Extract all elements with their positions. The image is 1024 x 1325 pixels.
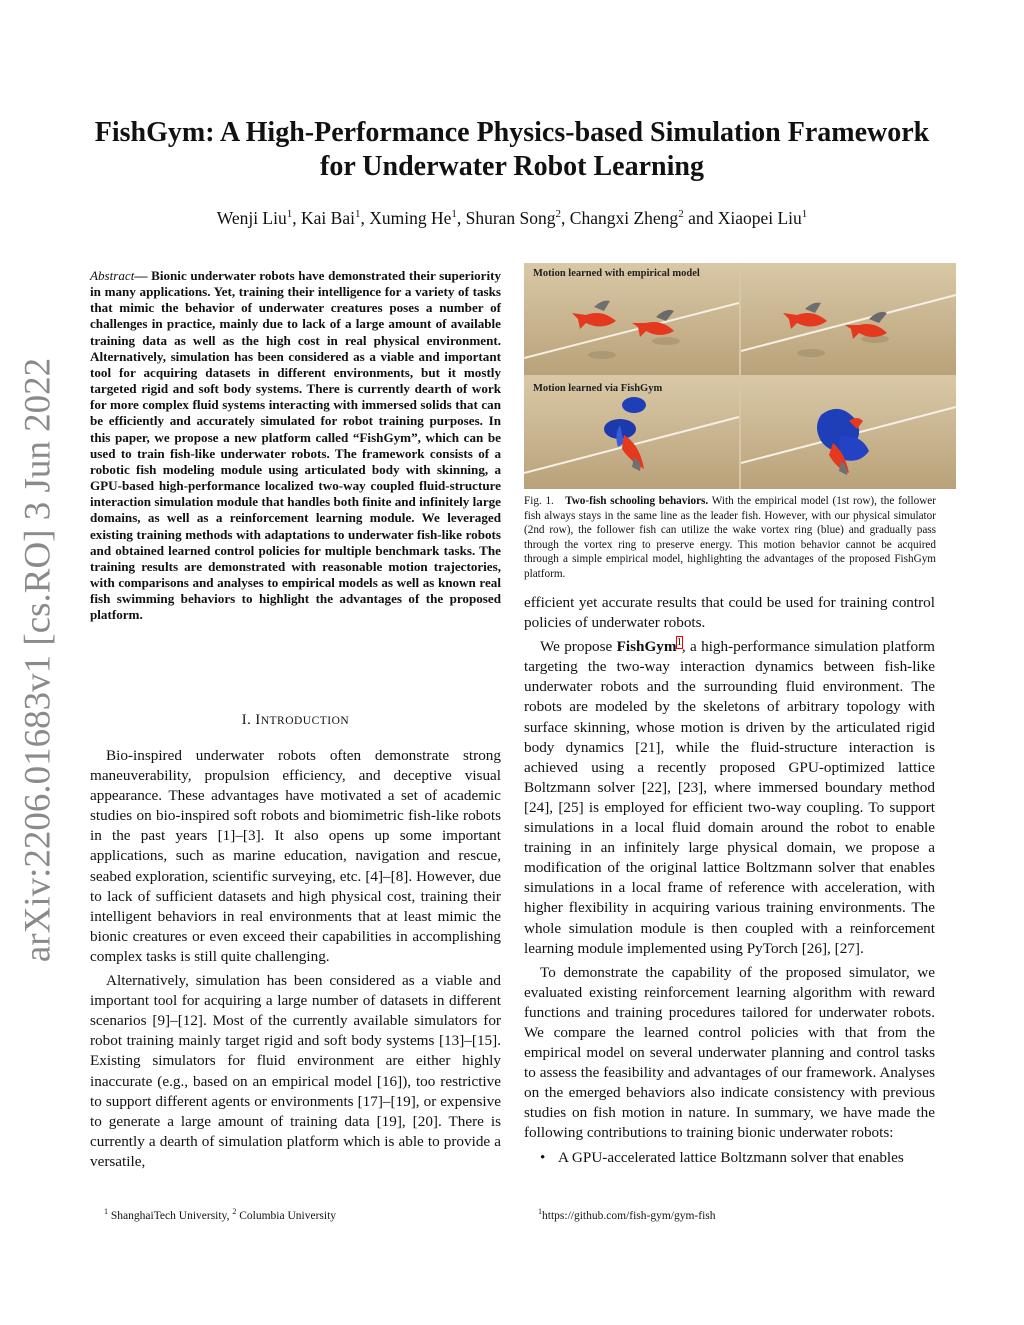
section-title-rest: NTRODUCTION (260, 715, 350, 727)
footnote-mark: 1 (538, 1207, 543, 1217)
affiliation-mark-2: 2 (232, 1207, 237, 1217)
author-affiliation-mark: 1 (451, 208, 457, 221)
footnote-affiliations (104, 1207, 337, 1222)
figure-label-fishgym: Motion learned via FishGym (533, 383, 663, 394)
title-line-1: FishGym: A High-Performance Physics-based Simulation Framework (94, 117, 930, 148)
contribution-bullet-1 (524, 1148, 935, 1168)
author-affiliation-mark: 1 (354, 208, 361, 221)
arxiv-identifier-stamp: arXiv:2206.01683v1 [cs.RO] 3 Jun 2022 (17, 357, 59, 963)
figure-panel-top-left (524, 263, 739, 375)
left-column-body (90, 746, 501, 1172)
footnote-url (538, 1207, 716, 1222)
author-name: Wenji Liu (216, 208, 287, 228)
author-affiliation-mark: 2 (678, 208, 684, 221)
footnote-ref-link[interactable]: 1 (676, 637, 682, 649)
intro-paragraph-fishgym (524, 637, 935, 959)
section-heading-introduction (90, 712, 501, 729)
author-name: Xiaopei Liu (717, 208, 802, 228)
right-column-body (524, 593, 935, 1168)
bullet-dot: • (540, 1148, 546, 1166)
author-separator: , (456, 208, 466, 228)
author-name: Xuming He (369, 208, 452, 228)
fishgym-name: FishGym (616, 638, 677, 656)
affiliation-1: ShanghaiTech University, (108, 1210, 233, 1222)
intro-paragraph-contributions: To demonstrate the capability of the proposed simulator, we evaluated existing reinforcement learning algorithm with reward functions and training procedures tailored for underwater robots. We compare the learned control policies with that from the empirical model on several underwater planning and control tasks to assess the feasibility and advantages of our framework. Analyses on the emerged behaviors also indicate consistency with previous studies on fish motion in nature. In summary, we have made the following contributions to training bionic underwater robots: (524, 963, 935, 1142)
affiliation-2: Columbia University (236, 1210, 337, 1222)
abstract-text: Bionic underwater robots have demonstrated their superiority in many applications. Yet, training their intelligence for a variety of tasks that mimic the behavior of underwater creatures poses a number of challenges in practice, mainly due to lack of a large amount of available training data as well as the high cost in real physical environment. Alternatively, simulation has been considered as a viable and important tool for acquiring datasets in different environments, but it mostly targeted rigid and soft body systems. There is currently dearth of work for more complex fluid systems interacting with immersed solids that can be efficiently and accurately simulated for robot training purposes. In this paper, we propose a new platform called “FishGym”, which can be used to train fish-like underwater robots. The framework consists of a robotic fish modeling module using articulated body with skinning, a GPU-based high-performance localized two-way coupled fluid-structure interaction simulation module that handles both finite and infinitely large domains, as well as a reinforcement learning module. We leveraged existing training methods with adaptations to underwater fish-like robots and obtained learned control policies for multiple benchmark tasks. The training results are demonstrated with reasonable motion trajectories, with comparisons and analyses to empirical models as well as known real fish swimming behaviors to highlight the advantages of the proposed platform. (90, 268, 501, 623)
author-list (60, 208, 964, 229)
author-affiliation-mark: 1 (286, 208, 293, 221)
abstract (90, 268, 501, 623)
intro-paragraph-continued: efficient yet accurate results that could be used for training control policies of underwater robots. (524, 594, 935, 632)
affiliation-mark-1: 1 (104, 1207, 109, 1217)
figure-panel-top-right (741, 263, 956, 375)
author-separator: , (292, 208, 301, 228)
bullet-text: A GPU-accelerated lattice Boltzmann solver that enables (558, 1148, 904, 1166)
github-url-link[interactable]: https://github.com/fish-gym/gym-fish (542, 1210, 716, 1222)
author-separator: , (561, 208, 570, 228)
author-name: Shuran Song (465, 208, 556, 228)
author-affiliation-mark: 2 (555, 208, 562, 221)
author-name: Changxi Zheng (569, 208, 679, 228)
p2-start: We propose (540, 638, 617, 656)
author-name: Kai Bai (301, 208, 355, 228)
author-separator: , (360, 208, 370, 228)
figure-panel-bottom-right (741, 377, 956, 489)
abstract-label: Abstract (90, 268, 135, 283)
figure-1-image (524, 263, 956, 489)
caption-bold-title: Two-fish schooling behaviors. (565, 495, 709, 507)
caption-label: Fig. 1. (524, 495, 554, 507)
author-affiliation-mark: 1 (801, 208, 808, 221)
p2-rest: , a high-performance simulation platform targeting the two-way interaction dynamics between fish-like underwater robots and the surrounding fluid environment. The robots are modeled by the skeletons of arbitrary topology with surface skinning, whose motion is driven by the articulated rigid body dynamics [21], while the fluid-structure interaction is achieved using a recently proposed GPU-optimized lattice Boltzmann solver [22], [23], where immersed boundary method [24], [25] is employed for efficient two-way coupling. To support simulations in a local fluid domain around the robot to enable training in an infinitely large physical domain, we propose a modification of the original lattice Boltzmann solver that enables simulations in a local frame of reference with acceleration, with higher flexibility in acquiring various training environments. The whole simulation module is then coupled with a reinforcement learning module implemented using PyTorch [26], [27]. (524, 638, 935, 957)
figure-1-caption (524, 494, 936, 582)
paper-title (60, 116, 964, 184)
intro-paragraph-1: Bio-inspired underwater robots often demonstrate strong maneuverability, propulsion efficiency, and deceptive visual appearance. These advantages have motivated a set of academic studies on bio-inspired soft robots and biomimetric fish-like robots in the past years [1]–[3]. It also opens up some important applications, such as marine education, navigation and rescue, seabed exploration, scientific surveying, etc. [4]–[8]. However, due to lack of sufficient datasets and high physical cost, training their intelligent behaviors in real environments that at least mimic the bionic creatures or even exceed their capabilities in accomplishing complex tasks is still quite challenging. (90, 747, 501, 965)
title-line-2: for Underwater Robot Learning (320, 151, 704, 182)
abstract-dash: — (134, 268, 148, 283)
intro-paragraph-2: Alternatively, simulation has been considered as a viable and important tool for acquiring a large number of datasets in different scenarios [9]–[12]. Most of the currently available simulators for robot training mainly target rigid and soft body systems [13]–[15]. Existing simulators for fluid environment are either highly inaccurate (e.g., based on an empirical model [16]), too restrictive to support different agents or environments [17]–[19], or expensive to generate a large amount of training data [19], [20]. There is currently a dearth of simulation platform which is able to provide a versatile, (90, 972, 501, 1170)
caption-text: With the empirical model (1st row), the follower fish always stays in the same line as the leader fish. However, with our physical simulator (2nd row), the follower fish can utilize the wake vortex ring (blue) and gradually pass through the vortex ring to preserve energy. This motion behavior cannot be acquired through a simple empirical model, highlighting the advantages of the proposed FishGym platform. (524, 495, 936, 580)
section-number: I. (241, 712, 252, 728)
figure-label-empirical: Motion learned with empirical model (533, 268, 700, 279)
author-separator: and (683, 208, 718, 228)
section-title-initial: I (255, 712, 261, 728)
